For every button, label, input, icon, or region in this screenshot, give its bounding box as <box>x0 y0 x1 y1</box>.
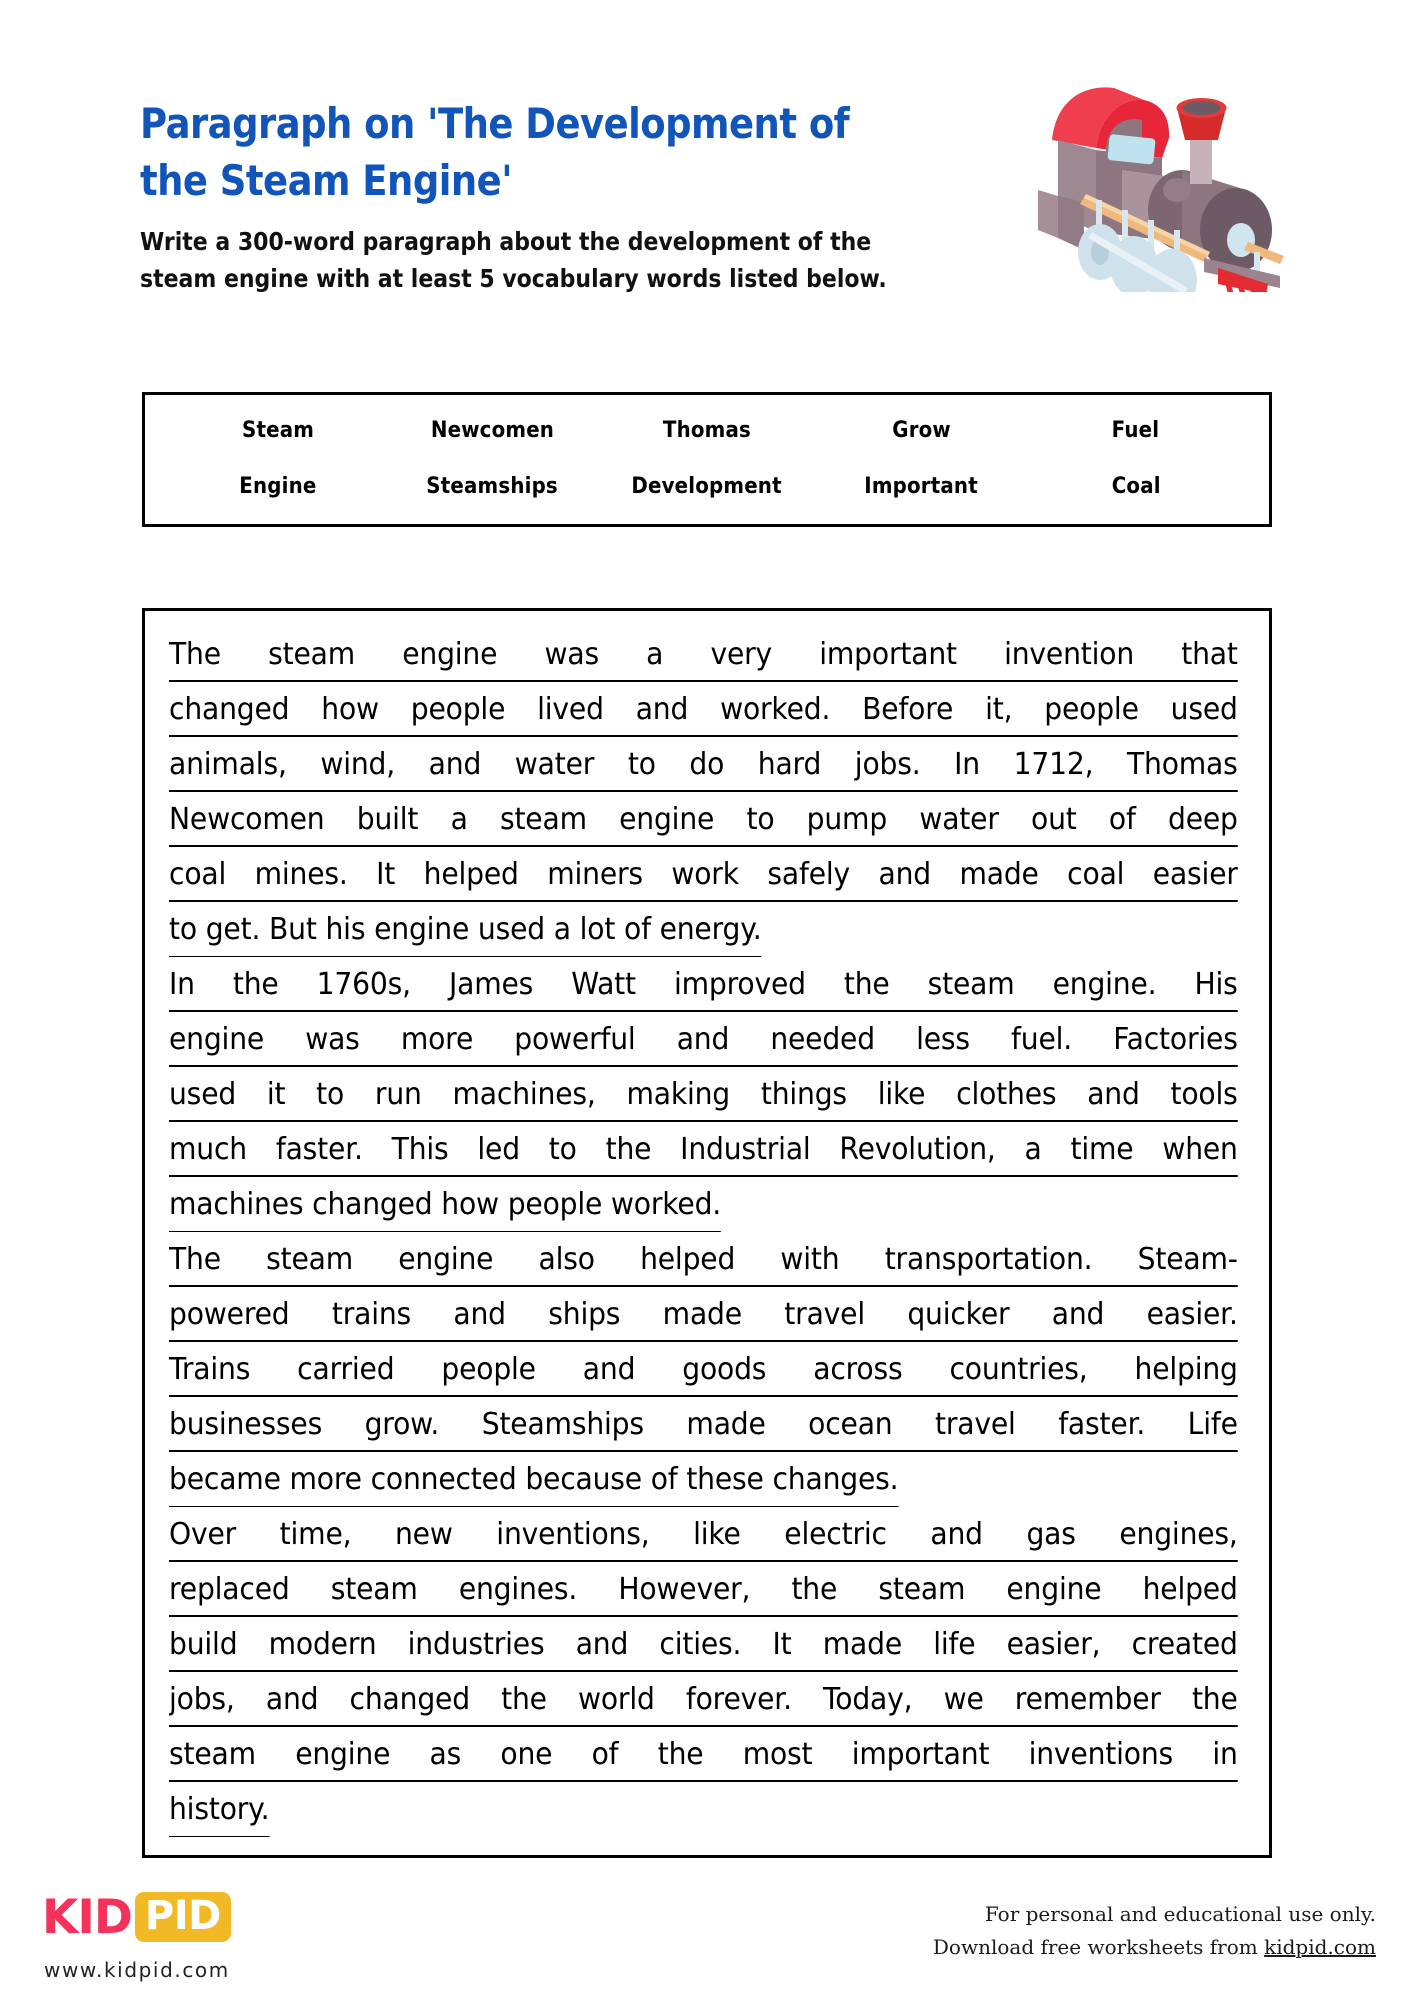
answer-box[interactable] <box>142 608 1272 1858</box>
answer-word: Thomas <box>1126 747 1238 782</box>
answer-word: with <box>780 1242 840 1277</box>
answer-word: water <box>919 802 999 837</box>
answer-word: Steam- <box>1137 1242 1238 1277</box>
answer-word: ocean <box>808 1407 893 1442</box>
answer-word: His <box>1194 967 1238 1002</box>
answer-word: to <box>548 1132 577 1167</box>
answer-word: like <box>693 1517 741 1552</box>
answer-word: used <box>169 1077 237 1112</box>
answer-word: important <box>819 637 957 672</box>
answer-word: lived <box>537 692 604 727</box>
answer-word: and <box>428 747 482 782</box>
answer-word: improved <box>673 967 806 1002</box>
answer-line[interactable] <box>169 1177 1238 1232</box>
answer-word: engine <box>1006 1572 1102 1607</box>
answer-word: to <box>316 1077 345 1112</box>
answer-line[interactable] <box>169 682 1238 737</box>
footer-notice-line2 <box>933 1931 1376 1964</box>
answer-word: and <box>453 1297 506 1332</box>
answer-word: out <box>1031 802 1077 837</box>
answer-word: Today, <box>823 1682 913 1717</box>
answer-word: much <box>169 1132 247 1167</box>
answer-word: a <box>1024 1132 1042 1167</box>
answer-word: most <box>742 1737 813 1772</box>
answer-word: mines. <box>254 857 348 892</box>
answer-word: remember <box>1014 1682 1161 1717</box>
answer-word: James <box>448 967 534 1002</box>
answer-word: the <box>657 1737 704 1772</box>
answer-word: very <box>710 637 773 672</box>
answer-word: and <box>265 1682 319 1717</box>
answer-word: pump <box>806 802 888 837</box>
answer-word: was <box>305 1022 360 1057</box>
answer-line[interactable] <box>169 1397 1238 1452</box>
vocab-word: Grow <box>892 418 951 444</box>
page-title: Paragraph on 'The Development of the Steam Engine' <box>140 99 850 205</box>
answer-line[interactable] <box>169 1727 1238 1782</box>
answer-word: clothes <box>956 1077 1057 1112</box>
worksheet-header <box>140 96 1140 297</box>
answer-word: time, <box>279 1517 352 1552</box>
answer-word: build <box>169 1627 238 1662</box>
answer-word: and <box>1087 1077 1140 1112</box>
answer-word: led <box>477 1132 520 1167</box>
answer-word: Before <box>862 692 954 727</box>
answer-word: steam <box>927 967 1015 1002</box>
answer-word: changed <box>349 1682 470 1717</box>
answer-word: new <box>394 1517 453 1552</box>
answer-word: animals, <box>169 747 287 782</box>
answer-word: steam <box>878 1572 966 1607</box>
answer-word: engine <box>398 1242 494 1277</box>
answer-word: engines, <box>1119 1517 1238 1552</box>
answer-word: jobs, <box>169 1682 235 1717</box>
page-footer <box>0 1880 1414 2000</box>
answer-line[interactable] <box>169 1342 1238 1397</box>
answer-word: water <box>514 747 595 782</box>
kidpid-link[interactable]: kidpid.com <box>1264 1935 1376 1959</box>
logo-website-url: www.kidpid.com <box>44 1958 230 1982</box>
answer-word: more <box>400 1022 474 1057</box>
answer-word: steam <box>266 1242 354 1277</box>
answer-word: of <box>1108 802 1136 837</box>
answer-word: transportation. <box>884 1242 1093 1277</box>
vocabulary-grid <box>145 395 1269 524</box>
answer-word: people <box>1044 692 1139 727</box>
answer-word: fuel. <box>1011 1022 1073 1057</box>
answer-word: trains <box>331 1297 412 1332</box>
answer-word: travel <box>935 1407 1016 1442</box>
answer-word: work <box>671 857 739 892</box>
vocab-word: Thomas <box>662 418 752 444</box>
answer-word: people <box>441 1352 536 1387</box>
answer-word: 1760s, <box>316 967 411 1002</box>
answer-line[interactable] <box>169 1067 1238 1122</box>
answer-word: life <box>933 1627 976 1662</box>
answer-word: replaced <box>169 1572 290 1607</box>
answer-word: the <box>843 967 890 1002</box>
answer-line[interactable] <box>169 902 1238 957</box>
answer-word: less <box>916 1022 970 1057</box>
answer-word: It <box>772 1627 792 1662</box>
answer-word: safely <box>767 857 851 892</box>
worksheet-instructions: Write a 300-word paragraph about the development of the steam engine with at least 5 vocabulary words listed below. <box>140 227 887 294</box>
answer-word: machines changed how people worked. <box>169 1179 721 1232</box>
answer-word: a <box>646 637 664 672</box>
answer-line[interactable] <box>169 627 1238 682</box>
answer-line[interactable] <box>169 847 1238 902</box>
answer-word: we <box>943 1682 984 1717</box>
answer-word: made <box>686 1407 766 1442</box>
answer-word: The <box>169 637 221 672</box>
logo-pid-text: PID <box>144 1893 221 1939</box>
answer-word: It <box>376 857 396 892</box>
answer-word: countries, <box>949 1352 1088 1387</box>
answer-word: helped <box>1142 1572 1238 1607</box>
answer-word: engines. <box>458 1572 578 1607</box>
answer-word: used <box>1170 692 1238 727</box>
answer-line[interactable] <box>169 1672 1238 1727</box>
answer-word: across <box>813 1352 903 1387</box>
answer-word: engine <box>619 802 715 837</box>
answer-word: businesses <box>169 1407 323 1442</box>
answer-line[interactable] <box>169 1617 1238 1672</box>
answer-word: that <box>1181 637 1238 672</box>
answer-word: forever. <box>685 1682 792 1717</box>
answer-word: cities. <box>659 1627 742 1662</box>
answer-word: Trains <box>169 1352 251 1387</box>
answer-word: However, <box>618 1572 751 1607</box>
answer-word: it, <box>985 692 1013 727</box>
answer-word: travel <box>784 1297 865 1332</box>
answer-word: created <box>1131 1627 1238 1662</box>
answer-word: hard <box>757 747 822 782</box>
vocab-word: Steam <box>242 418 315 444</box>
answer-line[interactable] <box>169 1452 1238 1507</box>
answer-word: Factories <box>1113 1022 1238 1057</box>
answer-word: to get. But his engine used a lot of energy. <box>169 904 761 957</box>
answer-word: helped <box>640 1242 736 1277</box>
answer-word: easier <box>1152 857 1238 892</box>
footer-notice-prefix: Download free worksheets from <box>932 1935 1265 1959</box>
answer-word: things <box>760 1077 847 1112</box>
vocab-word: Newcomen <box>430 418 555 444</box>
answer-word: became more connected because of these changes. <box>169 1454 898 1507</box>
logo-kid-text: KID <box>42 1889 132 1945</box>
vocab-word: Development <box>631 473 783 499</box>
steam-locomotive-icon <box>1022 62 1322 292</box>
answer-word: electric <box>784 1517 887 1552</box>
answer-line[interactable] <box>169 1012 1238 1067</box>
answer-word: ships <box>548 1297 621 1332</box>
footer-notice <box>933 1898 1376 1964</box>
answer-word: invention <box>1004 637 1135 672</box>
answer-word: and <box>676 1022 730 1057</box>
answer-word: built <box>356 802 419 837</box>
answer-line[interactable] <box>169 1562 1238 1617</box>
answer-word: important <box>851 1737 990 1772</box>
answer-word: helping <box>1134 1352 1238 1387</box>
answer-word: world <box>577 1682 655 1717</box>
answer-word: inventions <box>1028 1737 1174 1772</box>
answer-line[interactable] <box>169 957 1238 1012</box>
answer-word: a <box>450 802 468 837</box>
answer-word: engine <box>169 1022 265 1057</box>
answer-word: jobs. <box>854 747 921 782</box>
answer-word: inventions, <box>496 1517 650 1552</box>
answer-word: easier, <box>1006 1627 1101 1662</box>
answer-word: goods <box>682 1352 767 1387</box>
answer-line[interactable] <box>169 1122 1238 1177</box>
answer-word: easier. <box>1146 1297 1238 1332</box>
answer-word: gas <box>1026 1517 1076 1552</box>
footer-notice-line1: For personal and educational use only. <box>984 1902 1376 1926</box>
answer-word: of <box>591 1737 619 1772</box>
answer-word: deep <box>1167 802 1238 837</box>
answer-word: helped <box>423 857 519 892</box>
logo-pid-badge <box>135 1892 231 1942</box>
vocab-word: Coal <box>1111 473 1161 499</box>
answer-word: and <box>1051 1297 1105 1332</box>
answer-word: engine. <box>1052 967 1157 1002</box>
answer-word: one <box>500 1737 553 1772</box>
answer-word: also <box>538 1242 595 1277</box>
answer-word: faster. <box>1058 1407 1146 1442</box>
answer-word: it <box>266 1077 286 1112</box>
answer-line[interactable] <box>169 1232 1238 1287</box>
answer-word: The <box>169 1242 221 1277</box>
answer-word: run <box>374 1077 422 1112</box>
answer-word: making <box>626 1077 731 1112</box>
answer-word: the <box>501 1682 547 1717</box>
answer-word: modern <box>268 1627 377 1662</box>
answer-word: and <box>635 692 689 727</box>
answer-word: engine <box>402 637 498 672</box>
answer-word: people <box>410 692 506 727</box>
answer-word: carried <box>297 1352 395 1387</box>
answer-word: steam <box>268 637 356 672</box>
answer-line[interactable] <box>169 737 1238 792</box>
answer-word: the <box>1191 1682 1238 1717</box>
answer-word: engine <box>295 1737 391 1772</box>
answer-word: as <box>429 1737 462 1772</box>
vocab-word: Engine <box>239 473 317 499</box>
answer-word: when <box>1162 1132 1238 1167</box>
answer-word: do <box>689 747 725 782</box>
answer-word: quicker <box>907 1297 1010 1332</box>
answer-word: steam <box>169 1737 256 1772</box>
answer-word: powered <box>169 1297 290 1332</box>
answer-word: Steamships <box>481 1407 644 1442</box>
vocab-word: Steamships <box>426 473 559 499</box>
answer-word: miners <box>547 857 643 892</box>
answer-line[interactable] <box>169 792 1238 847</box>
vocab-word: Fuel <box>1112 418 1160 444</box>
answer-lines <box>169 627 1245 1837</box>
answer-word: Watt <box>571 967 636 1002</box>
answer-line[interactable] <box>169 1287 1238 1342</box>
answer-word: made <box>959 857 1039 892</box>
answer-word: grow. <box>364 1407 440 1442</box>
answer-word: like <box>877 1077 926 1112</box>
answer-word: wind, <box>320 747 396 782</box>
vocab-word: Important <box>864 473 979 499</box>
answer-word: how <box>321 692 379 727</box>
answer-word: the <box>791 1572 838 1607</box>
answer-word: made <box>822 1627 903 1662</box>
answer-word: 1712, <box>1013 747 1094 782</box>
answer-word: to <box>627 747 656 782</box>
answer-word: Newcomen <box>169 802 325 837</box>
answer-word: the <box>232 967 279 1002</box>
answer-word: Industrial <box>680 1132 811 1167</box>
answer-word: needed <box>770 1022 875 1057</box>
answer-word: powerful <box>514 1022 636 1057</box>
answer-word: the <box>605 1132 652 1167</box>
answer-word: This <box>391 1132 449 1167</box>
answer-word: and <box>575 1627 629 1662</box>
answer-word: and <box>930 1517 983 1552</box>
answer-word: Life <box>1187 1407 1238 1442</box>
answer-word: tools <box>1170 1077 1238 1112</box>
answer-word: to <box>746 802 775 837</box>
answer-word: made <box>662 1297 742 1332</box>
answer-word: changed <box>169 692 290 727</box>
answer-word: Revolution, <box>839 1132 996 1167</box>
answer-word: and <box>582 1352 636 1387</box>
answer-word: In <box>169 967 195 1002</box>
answer-word: time <box>1070 1132 1134 1167</box>
answer-word: In <box>954 747 980 782</box>
answer-line[interactable] <box>169 1507 1238 1562</box>
vocabulary-box <box>142 392 1272 527</box>
answer-word: machines, <box>452 1077 596 1112</box>
kidpid-logo <box>42 1889 231 1945</box>
answer-word: coal <box>1067 857 1125 892</box>
answer-word: and <box>878 857 931 892</box>
answer-word: history. <box>169 1784 269 1837</box>
answer-word: faster. <box>275 1132 363 1167</box>
answer-word: steam <box>499 802 587 837</box>
answer-word: industries <box>407 1627 545 1662</box>
answer-word: worked. <box>720 692 831 727</box>
answer-word: was <box>544 637 599 672</box>
answer-word: coal <box>169 857 227 892</box>
answer-word: in <box>1212 1737 1238 1772</box>
answer-word: Over <box>169 1517 237 1552</box>
answer-line[interactable] <box>169 1782 1238 1837</box>
answer-word: steam <box>330 1572 418 1607</box>
